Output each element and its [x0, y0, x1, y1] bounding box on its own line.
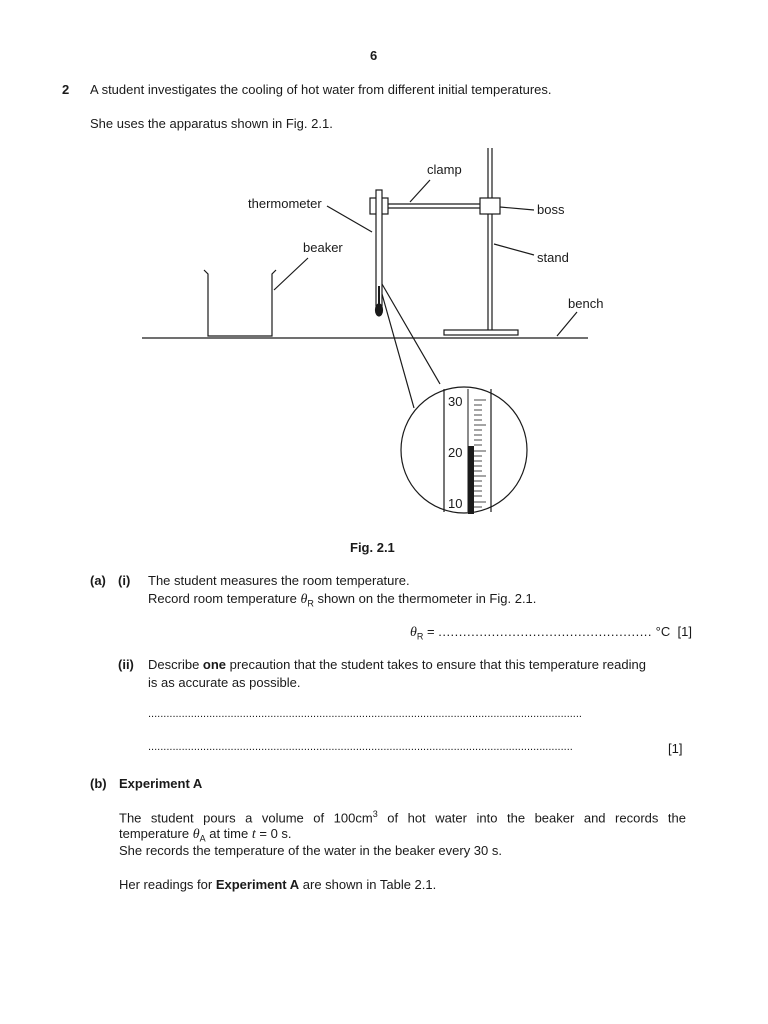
apparatus-line: She uses the apparatus shown in Fig. 2.1. — [90, 116, 333, 131]
room-temp-answer-line: $\theta_R$ = .................................................... °C [1] — [410, 624, 692, 642]
label-clamp: clamp — [427, 162, 462, 177]
label-boss: boss — [537, 202, 565, 217]
scale-label-20: 20 — [448, 445, 463, 460]
boss-leader — [500, 207, 534, 210]
sub-ii-label: (ii) — [118, 657, 134, 672]
sub-ii-line1: Describe one precaution that the student takes to ensure that this temperature reading — [148, 657, 646, 672]
part-b-label: (b) — [90, 776, 107, 791]
label-beaker: beaker — [303, 240, 343, 255]
label-thermometer: thermometer — [248, 196, 322, 211]
sub-ii-marks: [1] — [668, 741, 683, 756]
boss — [480, 198, 500, 214]
precaution-answer-line-1[interactable]: .............................................................................................................................................. — [148, 708, 582, 720]
magnifier-circle — [401, 387, 527, 513]
sub-i-line2: Record room temperature $\theta_R$ shown on the thermometer in Fig. 2.1. — [148, 591, 537, 609]
part-a-label: (a) — [90, 573, 106, 588]
scale-liquid-column — [468, 446, 474, 514]
sub-i-line1: The student measures the room temperature. — [148, 573, 410, 588]
part-b-para-line2: temperature $\theta_A$ at time t = 0 s. — [119, 826, 292, 844]
thermometer-leader — [327, 206, 372, 232]
beaker-outline — [204, 270, 276, 336]
figure-caption: Fig. 2.1 — [350, 540, 395, 555]
part-b-para-line3: She records the temperature of the water in the beaker every 30 s. — [119, 843, 502, 858]
label-stand: stand — [537, 250, 569, 265]
bench-leader — [557, 312, 577, 336]
precaution-answer-line-2[interactable]: ........................................................................................................................................... — [148, 741, 573, 753]
beaker-leader — [274, 258, 308, 290]
part-b-para-line4: Her readings for Experiment A are shown in Table 2.1. — [119, 877, 437, 892]
page-number: 6 — [370, 48, 378, 63]
label-bench: bench — [568, 296, 604, 311]
clamp-leader — [410, 180, 430, 202]
room-temp-answer-field[interactable]: .................................................... — [438, 624, 653, 639]
stand-leader — [494, 244, 534, 255]
part-b-para-line1: The student pours a volume of $100cm^3$ of hot water into the beaker and records the — [119, 809, 686, 826]
scale-label-10: 10 — [448, 496, 463, 511]
question-number: 2 — [62, 82, 70, 97]
scale-label-30: 30 — [448, 394, 463, 409]
sub-i-label: (i) — [118, 573, 131, 588]
sub-ii-line2: is as accurate as possible. — [148, 675, 301, 690]
magnifier-line-1 — [382, 284, 440, 384]
question-intro: A student investigates the cooling of hot water from different initial temperatures. — [90, 82, 552, 97]
experiment-a-heading: Experiment A — [119, 776, 203, 791]
stand-base — [444, 330, 518, 335]
